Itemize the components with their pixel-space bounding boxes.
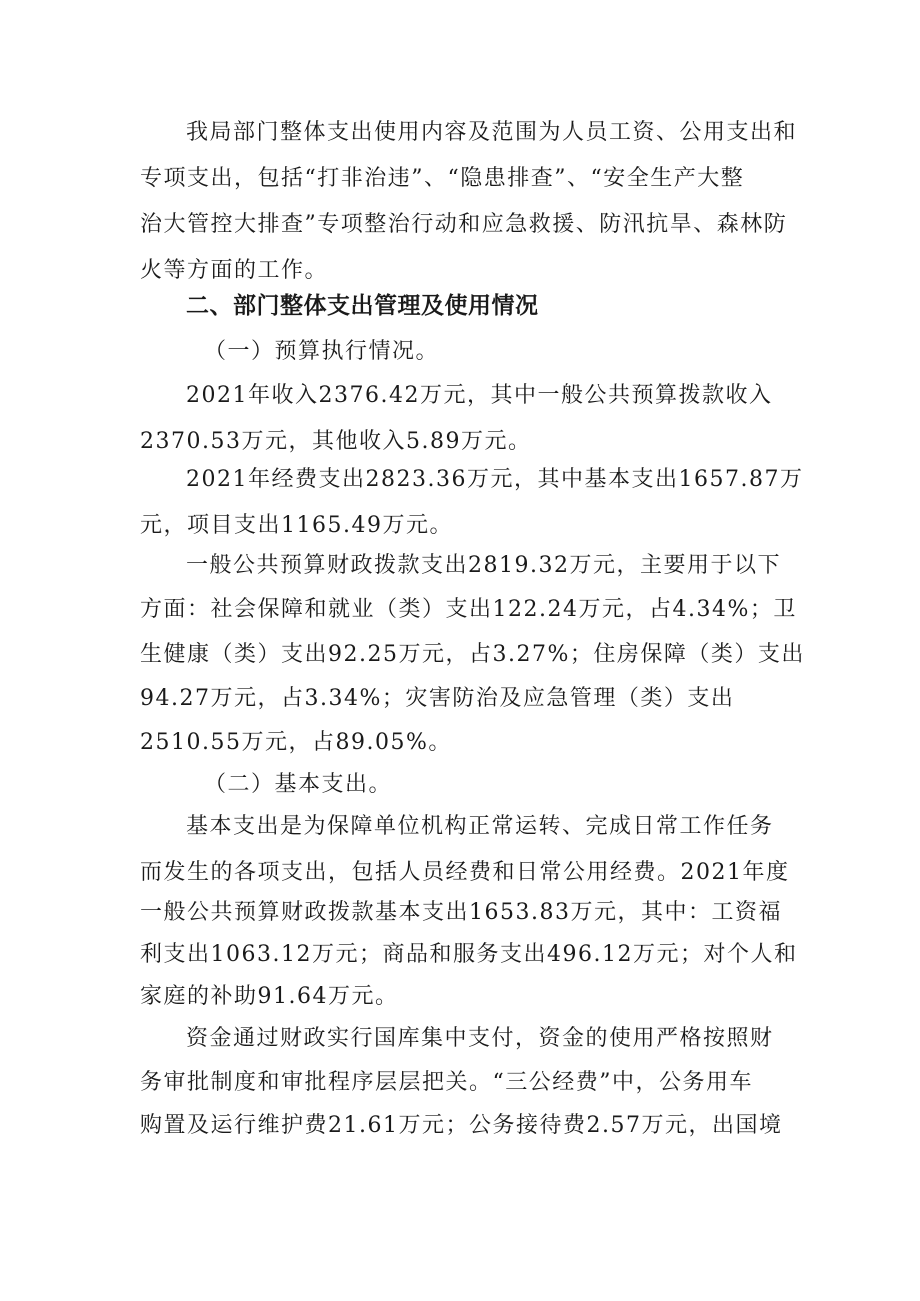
paragraph-line: 2510.55万元，占89.05%。	[140, 730, 452, 755]
section-heading: 二、部门整体支出管理及使用情况	[186, 293, 539, 319]
paragraph-line: 元，项目支出1165.49万元。	[140, 513, 453, 538]
paragraph-line: 2370.53万元，其他收入5.89万元。	[140, 429, 532, 454]
paragraph-line: 火等方面的工作。	[140, 258, 329, 283]
paragraph-line: 一般公共预算财政拨款支出2819.32万元，主要用于以下	[186, 553, 781, 578]
subsection-heading: （一）预算执行情况。	[204, 339, 440, 364]
paragraph-line: 生健康（类）支出92.25万元，占3.27%；住房保障（类）支出	[140, 642, 805, 667]
paragraph-line: 2021年收入2376.42万元，其中一般公共预算拨款收入	[186, 383, 773, 408]
paragraph-line: 基本支出是为保障单位机构正常运转、完成日常工作任务	[186, 814, 774, 839]
paragraph-line: 专项支出，包括“打非治违”、“隐患排查”、“安全生产大整	[140, 166, 745, 191]
paragraph-line: 94.27万元，占3.34%；灾害防治及应急管理（类）支出	[140, 686, 735, 711]
paragraph-line: 2021年经费支出2823.36万元，其中基本支出1657.87万	[186, 467, 804, 492]
paragraph-line: 一般公共预算财政拨款基本支出1653.83万元，其中：工资福	[140, 900, 782, 925]
paragraph-line: 资金通过财政实行国库集中支付，资金的使用严格按照财	[186, 1026, 774, 1051]
paragraph-line: 方面：社会保障和就业（类）支出122.24万元，占4.34%；卫	[140, 597, 797, 622]
paragraph-line: 务审批制度和审批程序层层把关。“三公经费”中，公务用车	[140, 1070, 753, 1095]
paragraph-line: 利支出1063.12万元；商品和服务支出496.12万元；对个人和	[140, 942, 798, 967]
paragraph-line: 我局部门整体支出使用内容及范围为人员工资、公用支出和	[186, 120, 798, 145]
paragraph-line: 而发生的各项支出，包括人员经费和日常公用经费。2021年度	[140, 860, 790, 885]
paragraph-line: 治大管控大排查”专项整治行动和应急救援、防汛抗旱、森林防	[140, 212, 788, 237]
paragraph-line: 购置及运行维护费21.61万元；公务接待费2.57万元，出国境	[140, 1113, 783, 1138]
subsection-heading: （二）基本支出。	[204, 772, 393, 797]
paragraph-line: 家庭的补助91.64万元。	[140, 984, 399, 1009]
